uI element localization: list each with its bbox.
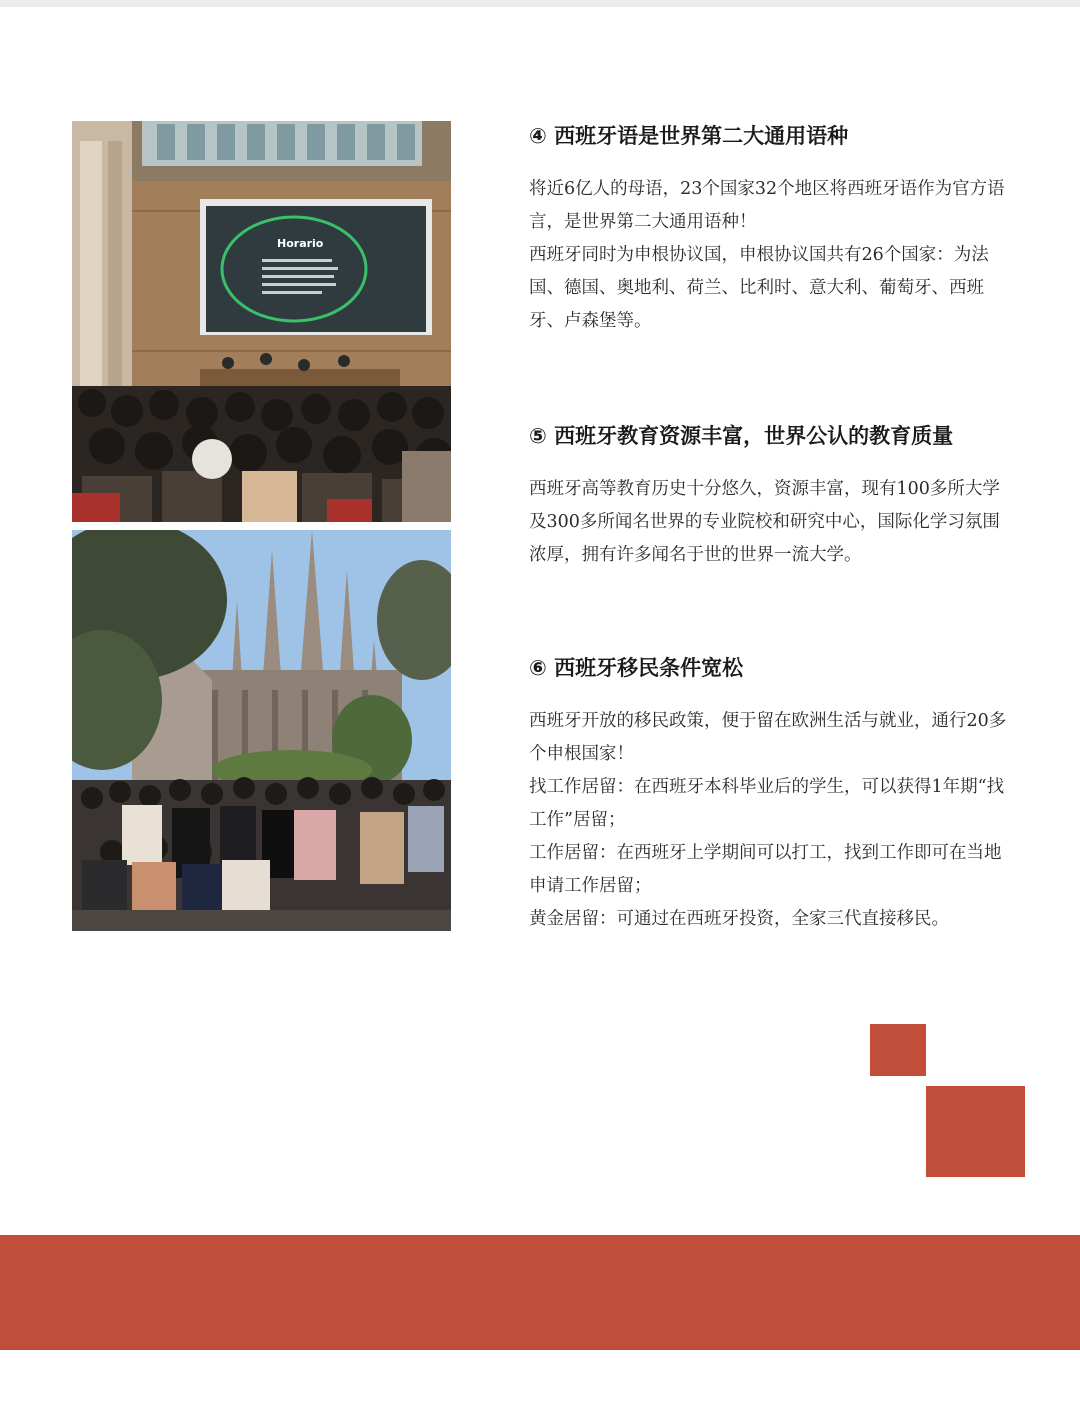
footer-band [0, 1235, 1080, 1350]
cathedral-group-photo [72, 530, 451, 931]
section-paragraph: 找工作居留：在西班牙本科毕业后的学生，可以获得1年期“找工作”居留； [529, 777, 1005, 830]
section-body [529, 473, 1029, 572]
top-strip [0, 0, 1080, 7]
section-paragraph: 工作居留：在西班牙上学期间可以打工，找到工作即可在当地申请工作居留； [529, 843, 1002, 896]
lecture-hall-image [72, 121, 451, 522]
section-education-resources [529, 421, 1029, 572]
section-paragraph: 西班牙同时为申根协议国，申根协议国共有26个国家：为法国、德国、奥地利、荷兰、比利时、意大利、葡萄牙、西班牙、卢森堡等。 [529, 245, 989, 331]
section-title: ⑤ 西班牙教育资源丰富，世界公认的教育质量 [529, 424, 954, 448]
section-title: ⑥ 西班牙移民条件宽松 [529, 656, 744, 680]
lecture-hall-photo [72, 121, 451, 522]
section-body [529, 173, 1029, 338]
section-body [529, 705, 1029, 936]
section-paragraph: 西班牙开放的移民政策，便于留在欧洲生活与就业，通行20多个申根国家！ [529, 711, 1007, 764]
section-paragraph: 西班牙高等教育历史十分悠久，资源丰富，现有100多所大学及300多所闻名世界的专业院校和研究中心，国际化学习氛围浓厚，拥有许多闻名于世的世界一流大学。 [529, 479, 1000, 565]
section-spanish-language [529, 121, 1029, 338]
decorative-square-large [926, 1086, 1025, 1177]
section-title: ④ 西班牙语是世界第二大通用语种 [529, 124, 849, 148]
section-immigration [529, 653, 1029, 936]
decorative-square-small [870, 1024, 926, 1076]
cathedral-image [72, 530, 451, 931]
section-paragraph: 将近6亿人的母语，23个国家32个地区将西班牙语作为官方语言，是世界第二大通用语种！ [529, 179, 1005, 232]
section-paragraph: 黄金居留：可通过在西班牙投资，全家三代直接移民。 [529, 909, 949, 929]
slide-title: Horario [277, 237, 324, 250]
